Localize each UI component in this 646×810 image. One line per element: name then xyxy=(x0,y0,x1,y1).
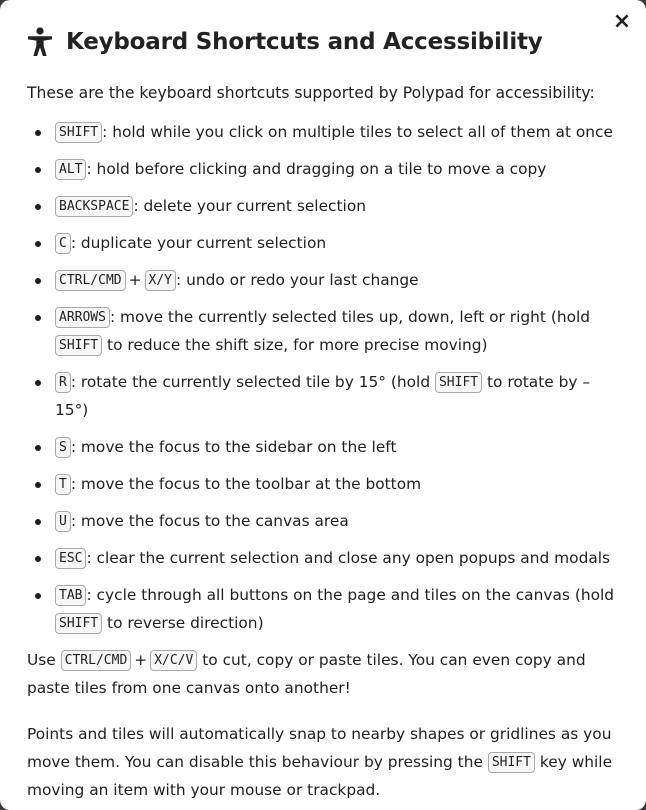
list-item: ALT : hold before clicking and dragging on a tile to move a copy xyxy=(27,155,619,183)
list-item: R : rotate the currently selected tile by 15° (hold SHIFT to rotate by –15°) xyxy=(27,368,619,424)
key-badge: TAB xyxy=(55,585,86,606)
key-badge: R xyxy=(55,372,71,393)
plus-sign: + xyxy=(134,651,148,669)
shortcut-list xyxy=(27,118,619,637)
list-item: C : duplicate your current selection xyxy=(27,229,619,257)
key-badge: CTRL/CMD xyxy=(55,270,126,291)
key-badge: SHIFT xyxy=(55,335,102,356)
list-item: T : move the focus to the toolbar at the bottom xyxy=(27,470,619,498)
list-item: S : move the focus to the sidebar on the left xyxy=(27,433,619,461)
intro-text: These are the keyboard shortcuts supported by Polypad for accessibility: xyxy=(27,84,595,102)
copy-paste-paragraph: Use CTRL/CMD + X/C/V to cut, copy or paste tiles. You can even copy and paste tiles from one canvas onto another! xyxy=(27,651,586,697)
plus-sign: + xyxy=(128,271,142,289)
list-item: TAB : cycle through all buttons on the page and tiles on the canvas (hold SHIFT to reverse direction) xyxy=(27,581,619,637)
key-badge: ALT xyxy=(55,159,86,180)
key-badge: ESC xyxy=(55,548,86,569)
close-icon[interactable]: × xyxy=(612,9,632,34)
list-item: ESC : clear the current selection and close any open popups and modals xyxy=(27,544,619,572)
key-badge: U xyxy=(55,511,71,532)
snap-paragraph: Points and tiles will automatically snap to nearby shapes or gridlines as you move them. You can disable this behaviour by pressing the SHIFT key while moving an item with your mouse or trackpad. xyxy=(27,725,613,799)
key-badge: SHIFT xyxy=(55,122,102,143)
dialog-title: Keyboard Shortcuts and Accessibility xyxy=(66,29,543,55)
key-badge: X/Y xyxy=(145,270,176,291)
key-badge: S xyxy=(55,437,71,458)
list-item: ARROWS : move the currently selected tiles up, down, left or right (hold SHIFT to reduce the shift size, for more precise moving) xyxy=(27,303,619,359)
key-badge: T xyxy=(55,474,71,495)
list-item: SHIFT : hold while you click on multiple tiles to select all of them at once xyxy=(27,118,619,146)
key-badge: SHIFT xyxy=(55,613,102,634)
list-item: CTRL/CMD + X/Y : undo or redo your last change xyxy=(27,266,619,294)
dialog-header xyxy=(27,24,619,60)
accessibility-icon xyxy=(27,27,53,57)
list-item: BACKSPACE : delete your current selection xyxy=(27,192,619,220)
key-badge: ARROWS xyxy=(55,307,110,328)
key-badge: CTRL/CMD xyxy=(61,650,132,671)
key-badge: SHIFT xyxy=(488,752,535,773)
key-badge: SHIFT xyxy=(435,372,482,393)
key-badge: X/C/V xyxy=(150,650,197,671)
key-badge: C xyxy=(55,233,71,254)
list-item: U : move the focus to the canvas area xyxy=(27,507,619,535)
key-badge: BACKSPACE xyxy=(55,196,133,217)
